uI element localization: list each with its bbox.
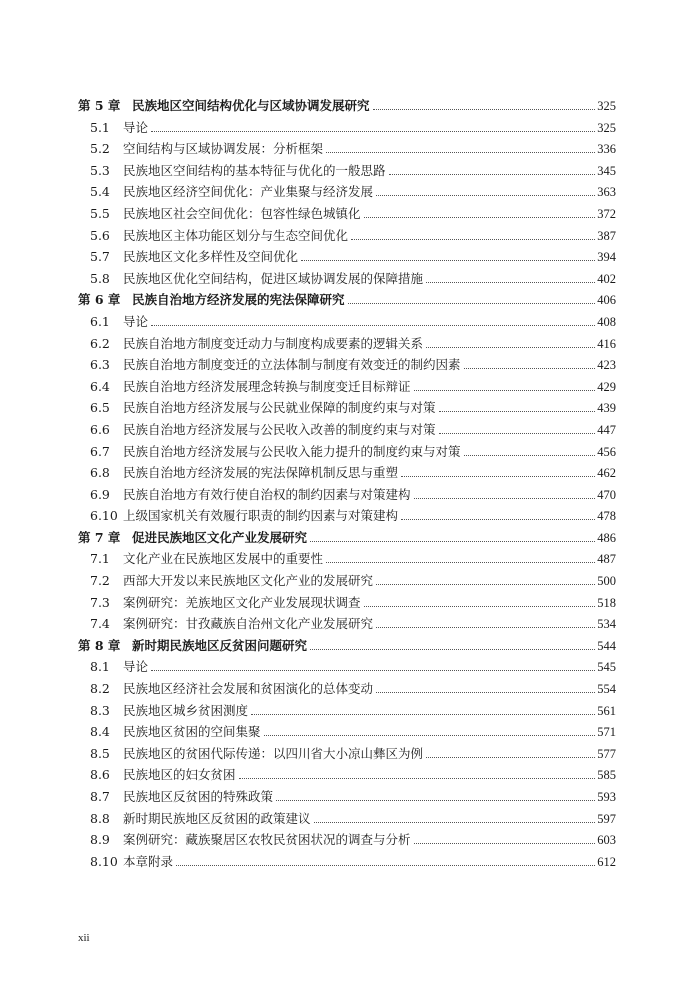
entry-title: 民族地区空间结构的基本特征与优化的一般思路 — [123, 162, 386, 178]
entry-title: 民族地区城乡贫困测度 — [123, 702, 249, 718]
entry-page-number: 612 — [597, 854, 616, 869]
toc-section-entry[interactable] — [78, 484, 616, 506]
dot-leader — [326, 151, 595, 153]
entry-page-number: 500 — [597, 574, 616, 589]
entry-number: 6.10 — [90, 508, 118, 524]
entry-number: 6.4 — [90, 378, 110, 394]
toc-section-entry[interactable] — [78, 441, 616, 463]
entry-title: 民族地区优化空间结构，促进区域协调发展的保障措施 — [123, 270, 424, 286]
entry-number: 6.8 — [90, 465, 110, 481]
entry-page-number: 372 — [597, 206, 616, 221]
entry-number: 7.2 — [90, 573, 110, 589]
dot-leader — [439, 410, 596, 412]
toc-section-entry[interactable] — [78, 203, 616, 225]
entry-title: 民族地区文化多样性及空间优化 — [123, 249, 299, 265]
dot-leader — [376, 626, 595, 628]
toc-section-entry[interactable] — [78, 700, 616, 722]
entry-number: 8.9 — [90, 832, 110, 848]
toc-section-entry[interactable] — [78, 592, 616, 614]
entry-number: 7.3 — [90, 594, 110, 610]
entry-page-number: 416 — [597, 336, 616, 351]
entry-title: 民族自治地方经济发展与公民收入能力提升的制度约束与对策 — [123, 443, 461, 459]
entry-page-number: 429 — [597, 379, 616, 394]
entry-page-number: 456 — [597, 444, 616, 459]
entry-page-number: 447 — [597, 422, 616, 437]
entry-title: 民族自治地方有效行使自治权的制约因素与对策建构 — [123, 486, 411, 502]
toc-section-entry[interactable] — [78, 721, 616, 743]
entry-title: 空间结构与区域协调发展：分析框架 — [123, 141, 324, 157]
entry-page-number: 561 — [597, 703, 616, 718]
dot-leader — [426, 281, 595, 283]
toc-section-entry[interactable] — [78, 656, 616, 678]
entry-number: 6.5 — [90, 400, 110, 416]
toc-section-entry[interactable] — [78, 225, 616, 247]
toc-section-entry[interactable] — [78, 462, 616, 484]
dot-leader — [151, 130, 595, 132]
entry-title: 案例研究：藏族聚居区农牧民贫困状况的调查与分析 — [123, 832, 411, 848]
entry-page-number: 518 — [597, 595, 616, 610]
toc-section-entry[interactable] — [78, 786, 616, 808]
entry-page-number: 487 — [597, 552, 616, 567]
entry-page-number: 478 — [597, 509, 616, 524]
entry-title: 本章附录 — [123, 853, 174, 869]
entry-page-number: 593 — [597, 790, 616, 804]
entry-number: 5.7 — [90, 249, 110, 265]
entry-number: 8.5 — [90, 745, 110, 761]
dot-leader — [426, 756, 595, 758]
entry-title: 民族地区经济空间优化：产业集聚与经济发展 — [123, 184, 374, 200]
dot-leader — [251, 713, 595, 715]
entry-page-number: 325 — [597, 99, 616, 113]
toc-chapter-entry[interactable] — [78, 635, 616, 657]
dot-leader — [176, 864, 595, 866]
entry-page-number: 439 — [597, 401, 616, 416]
dot-leader — [351, 238, 595, 240]
entry-number: 6.1 — [90, 313, 110, 329]
entry-number: 5.1 — [90, 119, 110, 135]
entry-title: 民族自治地方制度变迁的立法体制与制度有效变迁的制约因素 — [123, 357, 461, 373]
entry-number: 5.4 — [90, 184, 110, 200]
entry-number: 8.4 — [90, 724, 110, 740]
entry-number: 8.7 — [90, 789, 110, 804]
toc-section-entry[interactable] — [78, 808, 616, 830]
toc-section-entry[interactable] — [78, 505, 616, 527]
entry-page-number: 336 — [597, 142, 616, 157]
dot-leader — [151, 669, 595, 671]
dot-leader — [364, 216, 596, 218]
entry-page-number: 325 — [597, 120, 616, 135]
dot-leader — [276, 799, 595, 801]
entry-number: 5.6 — [90, 227, 110, 243]
entry-title: 文化产业在民族地区发展中的重要性 — [123, 551, 324, 567]
dot-leader — [239, 777, 596, 779]
entry-page-number: 406 — [597, 293, 616, 308]
entry-number: 8.3 — [90, 702, 110, 718]
entry-number: 8.1 — [90, 659, 110, 675]
dot-leader — [439, 432, 596, 434]
toc-section-entry[interactable] — [78, 397, 616, 419]
dot-leader — [326, 561, 595, 563]
entry-number: 5.3 — [90, 162, 110, 178]
entry-title: 民族自治地方经济发展的宪法保障机制反思与重塑 — [123, 465, 399, 481]
entry-number: 8.6 — [90, 767, 110, 783]
entry-title: 促进民族地区文化产业发展研究 — [132, 529, 308, 545]
dot-leader — [151, 324, 595, 326]
entry-title: 导论 — [123, 313, 149, 329]
dot-leader — [314, 821, 596, 823]
toc-section-entry[interactable] — [78, 851, 616, 873]
entry-page-number: 585 — [597, 768, 616, 783]
entry-page-number: 603 — [597, 833, 616, 848]
toc-section-entry[interactable] — [78, 764, 616, 786]
entry-number: 5.2 — [90, 141, 110, 157]
entry-number: 第 8 章 — [78, 637, 121, 653]
entry-title: 导论 — [123, 659, 149, 675]
toc-section-entry[interactable] — [78, 376, 616, 398]
toc-section-entry[interactable] — [78, 570, 616, 592]
dot-leader — [401, 518, 595, 520]
dot-leader — [464, 454, 596, 456]
entry-page-number: 470 — [597, 487, 616, 502]
toc-section-entry[interactable] — [78, 419, 616, 441]
toc-section-entry[interactable] — [78, 678, 616, 700]
entry-title: 新时期民族地区反贫困问题研究 — [132, 637, 308, 653]
entry-title: 民族地区经济社会发展和贫困演化的总体变动 — [123, 681, 374, 697]
dot-leader — [310, 648, 595, 650]
page-number: xii — [78, 932, 90, 944]
entry-number: 第 7 章 — [78, 529, 121, 545]
dot-leader — [373, 108, 596, 110]
entry-number: 6.9 — [90, 486, 110, 502]
toc-section-entry[interactable] — [78, 333, 616, 355]
entry-page-number: 597 — [597, 811, 616, 826]
entry-number: 6.7 — [90, 443, 110, 459]
dot-leader — [401, 475, 595, 477]
entry-title: 民族地区空间结构优化与区域协调发展研究 — [132, 98, 370, 113]
entry-title: 民族自治地方经济发展理念转换与制度变迁目标辩证 — [123, 378, 411, 394]
entry-number: 6.6 — [90, 421, 110, 437]
toc-section-entry[interactable] — [78, 311, 616, 333]
dot-leader — [264, 734, 596, 736]
entry-number: 8.10 — [90, 853, 118, 869]
toc-section-entry[interactable] — [78, 613, 616, 635]
dot-leader — [389, 173, 596, 175]
entry-number: 6.2 — [90, 335, 110, 351]
entry-title: 导论 — [123, 119, 149, 135]
dot-leader — [414, 842, 596, 844]
entry-number: 第 6 章 — [78, 292, 121, 308]
toc-chapter-entry[interactable] — [78, 289, 616, 311]
toc-section-entry[interactable] — [78, 138, 616, 160]
entry-page-number: 402 — [597, 271, 616, 286]
dot-leader — [426, 346, 595, 348]
toc-section-entry[interactable] — [78, 160, 616, 182]
entry-number: 7.1 — [90, 551, 110, 567]
entry-page-number: 387 — [597, 228, 616, 243]
entry-number: 5.8 — [90, 270, 110, 286]
dot-leader — [414, 389, 596, 391]
table-of-contents — [78, 95, 616, 872]
entry-title: 新时期民族地区反贫困的政策建议 — [123, 810, 311, 826]
entry-page-number: 462 — [597, 466, 616, 481]
entry-title: 民族地区主体功能区划分与生态空间优化 — [123, 227, 349, 243]
toc-chapter-entry[interactable] — [78, 527, 616, 549]
entry-title: 民族自治地方经济发展与公民收入改善的制度约束与对策 — [123, 421, 436, 437]
entry-page-number: 577 — [597, 746, 616, 761]
toc-section-entry[interactable] — [78, 246, 616, 268]
entry-title: 案例研究：羌族地区文化产业发展现状调查 — [123, 594, 361, 610]
dot-leader — [376, 691, 595, 693]
entry-title: 民族地区的贫困代际传递：以四川省大小凉山彝区为例 — [123, 745, 424, 761]
toc-chapter-entry[interactable] — [78, 95, 616, 117]
toc-section-entry[interactable] — [78, 548, 616, 570]
entry-title: 民族地区贫困的空间集聚 — [123, 724, 261, 740]
entry-title: 民族地区的妇女贫困 — [123, 767, 236, 783]
entry-page-number: 345 — [597, 163, 616, 178]
entry-title: 民族自治地方制度变迁动力与制度构成要素的逻辑关系 — [123, 335, 424, 351]
entry-title: 案例研究：甘孜藏族自治州文化产业发展研究 — [123, 616, 374, 632]
toc-section-entry[interactable] — [78, 268, 616, 290]
dot-leader — [376, 194, 595, 196]
entry-page-number: 394 — [597, 250, 616, 265]
entry-title: 民族地区反贫困的特殊政策 — [123, 789, 274, 804]
entry-page-number: 544 — [597, 638, 616, 653]
dot-leader — [376, 583, 595, 585]
entry-page-number: 571 — [597, 725, 616, 740]
toc-section-entry[interactable] — [78, 829, 616, 851]
entry-number: 8.8 — [90, 810, 110, 826]
toc-section-entry[interactable] — [78, 181, 616, 203]
entry-page-number: 423 — [597, 358, 616, 373]
toc-section-entry[interactable] — [78, 354, 616, 376]
entry-page-number: 534 — [597, 617, 616, 632]
entry-number: 6.3 — [90, 357, 110, 373]
dot-leader — [464, 367, 596, 369]
entry-number: 7.4 — [90, 616, 110, 632]
dot-leader — [310, 540, 595, 542]
dot-leader — [348, 302, 596, 304]
entry-title: 民族自治地方经济发展与公民就业保障的制度约束与对策 — [123, 400, 436, 416]
entry-page-number: 545 — [597, 660, 616, 675]
entry-page-number: 363 — [597, 185, 616, 200]
entry-title: 民族地区社会空间优化：包容性绿色城镇化 — [123, 205, 361, 221]
toc-section-entry[interactable] — [78, 117, 616, 139]
entry-page-number: 408 — [597, 314, 616, 329]
dot-leader — [301, 259, 595, 261]
entry-title: 上级国家机关有效履行职责的制约因素与对策建构 — [123, 508, 399, 524]
entry-title: 西部大开发以来民族地区文化产业的发展研究 — [123, 573, 374, 589]
entry-title: 民族自治地方经济发展的宪法保障研究 — [132, 292, 345, 308]
toc-section-entry[interactable] — [78, 743, 616, 765]
entry-number: 8.2 — [90, 681, 110, 697]
entry-number: 第 5 章 — [78, 98, 121, 113]
dot-leader — [364, 605, 596, 607]
entry-page-number: 554 — [597, 682, 616, 697]
entry-page-number: 486 — [597, 530, 616, 545]
entry-number: 5.5 — [90, 205, 110, 221]
dot-leader — [414, 497, 596, 499]
